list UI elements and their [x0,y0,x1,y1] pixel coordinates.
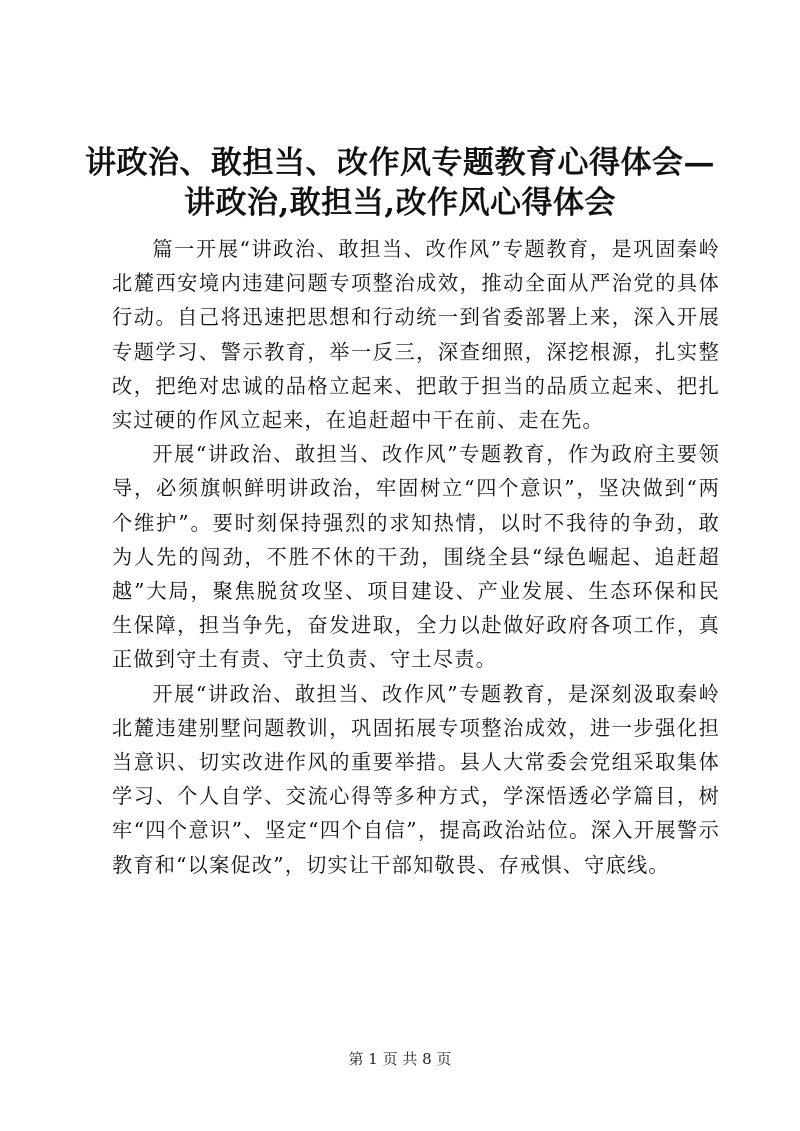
paragraph-2: 开展“讲政治、敢担当、改作风”专题教育，作为政府主要领导，必须旗帜鲜明讲政治，牢固树立“四个意识”，坚决做到“两个维护”。要时刻保持强烈的求知热情，以时不我待的争劲，敢为人先的闯劲，不胜不休的干劲，围绕全县“绿色崛起、追赶超越”大局，聚焦脱贫攻坚、项目建设、产业发展、生态环保和民生保障，担当争先，奋发进取，全力以赴做好政府各项工作，真正做到守土有责、守土负责、守土尽责。 [112,442,720,672]
document-title-line-1: 讲政治、敢担当、改作风专题教育心得体会— [85,145,715,181]
paragraph-1: 篇一开展“讲政治、敢担当、改作风”专题教育，是巩固秦岭北麓西安境内违建问题专项整治成效，推动全面从严治党的具体行动。自己将迅速把思想和行动统一到省委部署上来，深入开展专题学习、警示教育，举一反三，深查细照，深挖根源，扎实整改，把绝对忠诚的品格立起来、把敢于担当的品质立起来、把扎实过硬的作风立起来，在追赶超中干在前、走在先。 [112,237,720,433]
document-title-line-2: 讲政治,敢担当,改作风心得体会 [183,185,617,221]
page-footer: 第 1 页 共 8 页 [348,1050,452,1068]
document-body [112,232,720,882]
paragraph-3: 开展“讲政治、敢担当、改作风”专题教育，是深刻汲取秦岭北麓违建别墅问题教训，巩固拓展专项整治成效，进一步强化担当意识、切实改进作风的重要举措。县人大常委会党组采取集体学习、个人自学、交流心得等多种方式，学深悟透必学篇目，树牢“四个意识”、坚定“四个自信”，提高政治站位。深入开展警示教育和“以案促改”，切实让干部知敬畏、存戒惧、守底线。 [112,681,720,877]
